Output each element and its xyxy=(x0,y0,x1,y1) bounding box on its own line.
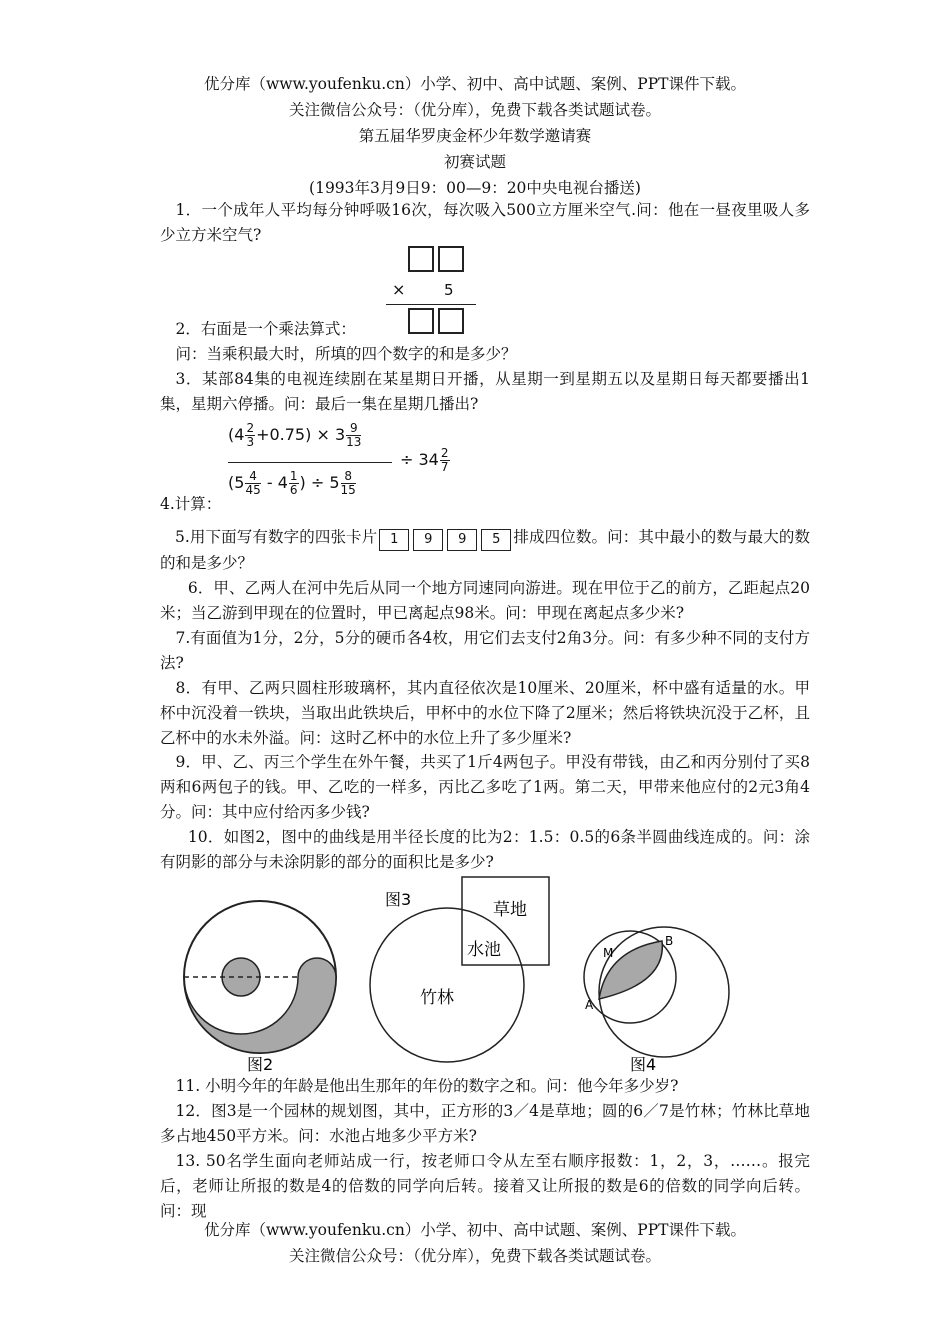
fig3-label: 图3 xyxy=(385,890,412,909)
question-12: 12．图3是一个园林的规划图，其中，正方形的3／4是草地；圆的6／7是竹林；竹林比草地多占地450平方米。问：水池占地多少平方米? xyxy=(160,1102,810,1145)
number-card: 5 xyxy=(481,529,511,551)
question-1: 1．一个成年人平均每分钟呼吸16次，每次吸入500立方厘米空气.问：他在一昼夜里吸人多少立方米空气? xyxy=(160,201,810,244)
exam-date: (1993年3月9日9：00—9：20中央电视台播送) xyxy=(309,179,641,197)
formula-divisor: ÷ 34 $\frac{2}{7}$ xyxy=(400,446,449,474)
digit-box xyxy=(438,246,464,272)
fig2-label: 图2 xyxy=(247,1055,274,1074)
header-line-1: 优分库（www.youfenku.cn）小学、初中、高中试题、案例、PPT课件下载。 xyxy=(203,75,747,93)
formula-fraction-bar xyxy=(228,462,392,463)
figure-2 xyxy=(184,901,336,1074)
figures-area xyxy=(175,875,815,1075)
figure-3 xyxy=(370,877,549,1062)
fig4-label: 图4 xyxy=(630,1055,657,1074)
question-8: 8．有甲、乙两只圆柱形玻璃杯，其内直径依次是10厘米、20厘米，杯中盛有适量的水。甲杯中沉没着一铁块，当取出此铁块后，甲杯中的水位下降了2厘米；然后将铁块沉没于乙杯，且乙杯中的水未外溢。问：这时乙杯中的水位上升了多少厘米? xyxy=(160,679,810,747)
fig3-circle xyxy=(370,908,524,1062)
fig4-m-label: M xyxy=(603,946,614,960)
number-card: 9 xyxy=(413,529,443,551)
fig4-b-label: B xyxy=(665,934,674,948)
multiplication-rule xyxy=(386,304,476,305)
question-3: 3．某部84集的电视连续剧在某星期日开播，从星期一到星期五以及星期日每天都要播出1集，星期六停播。问：最后一集在星期几播出? xyxy=(160,370,810,413)
question-7: 7.有面值为1分，2分，5分的硬币各4枚，用它们去支付2角3分。问：有多少种不同的支付方法? xyxy=(160,629,810,672)
header-line-2: 关注微信公众号：（优分库），免费下载各类试题试卷。 xyxy=(288,101,661,119)
figure-4 xyxy=(584,927,729,1074)
fig3-grass-label: 草地 xyxy=(493,900,527,920)
number-cards xyxy=(379,526,511,551)
number-card: 1 xyxy=(379,529,409,551)
footer-line-2: 关注微信公众号：（优分库），免费下载各类试题试卷。 xyxy=(288,1247,661,1265)
times-sign: × xyxy=(392,280,406,299)
question-4-label: 4.计算： xyxy=(160,495,222,513)
question-9: 9．甲、乙、丙三个学生在外午餐，共买了1斤4两包子。甲没有带钱，由乙和丙分别付了买8两和6两包子的钱。甲、乙吃的一样多，丙比乙多吃了1两。第二天，甲带来他应付的2元3角4分。问：其中应付给丙多少钱? xyxy=(160,753,810,821)
formula-numerator: (4 $\frac{2}{3}$ +0.75) × 3 $\frac{9}{13}$ xyxy=(228,421,362,449)
fig3-bamboo-label: 竹林 xyxy=(420,988,454,1008)
question-11: 11. 小明今年的年龄是他出生那年的年份的数字之和。问：他今年多少岁? xyxy=(175,1077,679,1095)
formula-denominator: (5 $\frac{4}{45}$ - 4 $\frac{1}{6}$ ) ÷ 5 $\frac{8}{15}$ xyxy=(228,469,356,497)
exam-title: 第五届华罗庚金杯少年数学邀请赛 xyxy=(358,127,592,145)
fig4-a-label: A xyxy=(585,998,594,1012)
question-2-text: 2．右面是一个乘法算式： xyxy=(175,320,356,338)
question-13: 13. 50名学生面向老师站成一行，按老师口令从左至右顺序报数：1，2，3，……。报完后，老师让所报的数是4的倍数的同学向后转。接着又让所报的数是6的倍数的同学向后转。问：现 xyxy=(160,1152,810,1220)
fig3-pond-label: 水池 xyxy=(467,940,501,960)
digit-box xyxy=(408,246,434,272)
multiplier-digit: 5 xyxy=(444,281,454,299)
question-2-ask: 问：当乘积最大时，所填的四个数字的和是多少？ xyxy=(175,345,517,363)
question-10: 10．如图2，图中的曲线是用半径长度的比为2：1.5：0.5的6条半圆曲线连成的。问：涂有阴影的部分与未涂阴影的部分的面积比是多少? xyxy=(160,828,810,871)
number-card: 9 xyxy=(447,529,477,551)
exam-subtitle: 初赛试题 xyxy=(443,153,506,171)
question-5: 5.用下面写有数字的四张卡片 1 9 9 5 排成四位数。问：其中最小的数与最大的数的和是多少？ xyxy=(160,525,810,576)
question-6: 6．甲、乙两人在河中先后从同一个地方同速同向游进。现在甲位于乙的前方，乙距起点20米；当乙游到甲现在的位置时，甲已离起点98米。问：甲现在离起点多少米? xyxy=(160,579,810,622)
footer-line-1: 优分库（www.youfenku.cn）小学、初中、高中试题、案例、PPT课件下载。 xyxy=(203,1221,747,1239)
